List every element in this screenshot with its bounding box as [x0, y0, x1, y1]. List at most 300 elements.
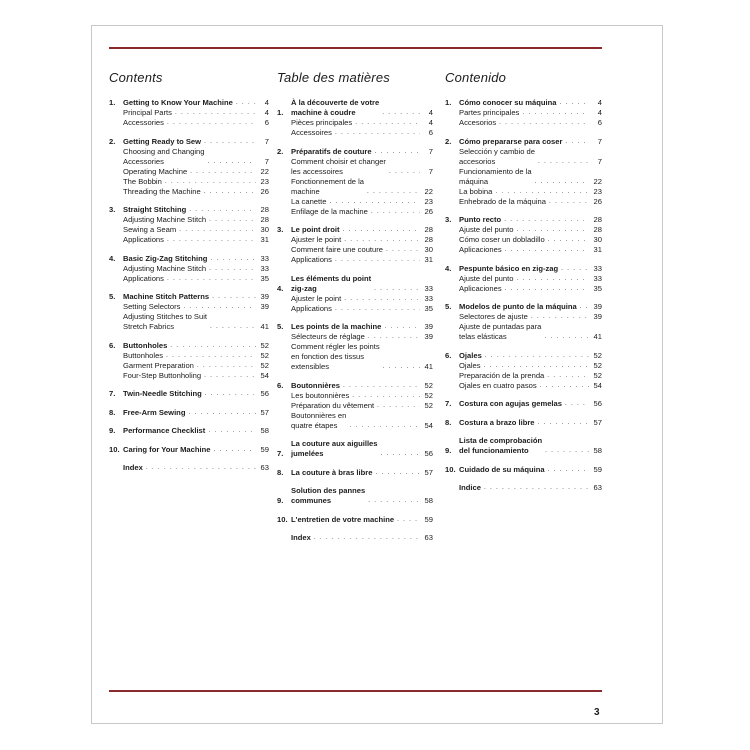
subentry-label	[277, 342, 380, 372]
section-title	[291, 515, 394, 525]
page-ref: 39	[424, 332, 433, 341]
page-ref: 63	[593, 483, 602, 492]
section-title	[291, 533, 311, 543]
dot-leader	[505, 284, 589, 294]
toc-subentry	[445, 187, 602, 197]
section-title	[123, 205, 186, 215]
toc-text-line: Solution des pannes	[291, 486, 366, 495]
toc-text-line: Cómo prepararse para coser	[459, 136, 563, 146]
toc-text-line: Operating Machine	[123, 166, 188, 176]
toc-subentry	[445, 371, 602, 381]
toc-entry	[277, 322, 433, 332]
toc-text-line: Ojales	[459, 350, 482, 360]
section-title	[291, 322, 381, 332]
dot-leader	[484, 483, 589, 493]
toc-entry	[109, 98, 269, 108]
contents-column-english	[109, 70, 269, 482]
toc-section	[277, 533, 433, 543]
page-ref: 39	[593, 302, 602, 311]
subentry-label	[109, 264, 206, 274]
dot-leader	[389, 167, 420, 177]
subentry-label	[445, 371, 544, 381]
dot-leader	[545, 446, 589, 456]
toc-text-line: Free-Arm Sewing	[123, 407, 186, 417]
toc-subentry	[445, 235, 602, 245]
page-ref: 52	[260, 340, 269, 350]
section-title	[291, 274, 371, 294]
toc-section	[277, 381, 433, 431]
section-title	[123, 463, 143, 473]
toc-section	[277, 147, 433, 217]
toc-subentry	[109, 147, 269, 167]
toc-text-line: Adjusting Machine Stitch	[123, 263, 207, 273]
toc-text-line: Modelos de punto de la máquina	[459, 302, 577, 311]
toc-text-line: Caring for Your Machine	[123, 444, 211, 454]
toc-text-line: Applications	[123, 273, 164, 283]
toc-text-line: Préparation du vêtement	[291, 400, 375, 410]
toc-text-line: Applications	[291, 303, 332, 313]
subentry-label	[109, 167, 187, 177]
page-ref: 33	[593, 273, 602, 283]
toc-text-line: Adjusting Machine Stitch	[123, 215, 207, 224]
page-ref: 4	[597, 98, 602, 107]
dot-leader	[484, 361, 589, 371]
toc-subentry	[445, 225, 602, 235]
toc-section	[277, 322, 433, 372]
page-ref: 52	[593, 370, 602, 380]
toc-entry	[109, 445, 269, 455]
toc-text-line: Ojales en cuatro pasos	[459, 380, 537, 390]
toc-text-line: Stretch Fabrics	[123, 322, 175, 331]
toc-text-line: zig-zag	[291, 283, 317, 293]
page-ref: 39	[424, 322, 433, 331]
subentry-label	[445, 284, 502, 294]
toc-text-line: La couture à bras libre	[291, 467, 373, 477]
dot-leader	[495, 187, 589, 197]
toc-subentry	[445, 167, 602, 187]
dot-leader	[377, 401, 420, 411]
toc-text-line: Fonctionnement de la	[291, 176, 365, 186]
page-ref: 52	[424, 400, 433, 410]
section-number: 2.	[277, 146, 284, 156]
subentry-label	[109, 312, 207, 332]
toc-section	[277, 225, 433, 265]
toc-text-line: Adjusting Stitches to Suit	[123, 312, 207, 321]
dot-leader	[383, 362, 420, 372]
dot-leader	[531, 312, 589, 322]
dot-leader	[549, 197, 589, 207]
section-number: 7.	[445, 399, 452, 408]
toc-subentry	[109, 225, 269, 235]
toc-text-line: machine	[291, 186, 320, 196]
toc-entry	[109, 426, 269, 436]
toc-text-line: Getting Ready to Sew	[123, 136, 202, 146]
dot-leader	[580, 302, 589, 312]
toc-section	[277, 98, 433, 138]
toc-entry	[109, 137, 269, 147]
page-ref: 59	[260, 444, 269, 454]
dot-leader	[344, 235, 420, 245]
toc-text-line: Comment régler les points	[291, 342, 380, 351]
toc-subentry	[109, 235, 269, 245]
subentry-label	[445, 274, 513, 284]
dot-leader	[167, 274, 256, 284]
toc-subentry	[445, 118, 602, 128]
page-ref: 22	[260, 166, 269, 176]
toc-text-line: Comment faire une couture	[291, 245, 384, 254]
dot-leader	[166, 351, 256, 361]
page-ref: 28	[424, 225, 433, 234]
toc-subentry	[277, 332, 433, 342]
subentry-label	[109, 187, 201, 197]
page-number: 3	[594, 707, 600, 718]
page-ref: 52	[593, 350, 602, 360]
toc-entry	[445, 302, 602, 312]
dot-leader	[374, 284, 420, 294]
page-ref: 31	[593, 245, 602, 254]
dot-leader	[352, 391, 420, 401]
subentry-label	[109, 274, 164, 284]
dot-leader	[329, 197, 420, 207]
dot-leader	[544, 332, 589, 342]
subentry-label	[445, 312, 528, 322]
subentry-label	[445, 147, 535, 167]
toc-text-line: communes	[291, 496, 332, 505]
section-title	[459, 418, 535, 428]
dot-leader	[204, 137, 256, 147]
toc-subentry	[109, 274, 269, 284]
section-title	[459, 302, 577, 312]
subentry-label	[277, 207, 368, 217]
subentry-label	[445, 322, 541, 342]
page-ref: 22	[593, 176, 602, 186]
toc-subentry	[277, 411, 433, 431]
section-title	[291, 225, 340, 235]
page-ref: 26	[593, 196, 602, 206]
toc-section	[277, 515, 433, 525]
toc-text-line: Ajuste del punto	[459, 225, 514, 234]
dot-leader	[314, 533, 420, 543]
dot-leader	[204, 371, 256, 381]
page-ref: 39	[260, 302, 269, 311]
page-ref: 23	[593, 186, 602, 196]
toc-section	[109, 463, 269, 473]
toc-section	[109, 205, 269, 245]
section-number: 8.	[445, 417, 452, 427]
page-ref: 59	[424, 514, 433, 524]
dot-leader	[375, 147, 420, 157]
page-ref: 57	[260, 407, 269, 417]
contents-column-french	[277, 70, 433, 552]
dot-leader	[190, 167, 256, 177]
toc-subentry	[445, 322, 602, 342]
page-ref: 39	[260, 292, 269, 301]
dot-leader	[167, 118, 256, 128]
dot-leader	[344, 294, 420, 304]
page-ref: 6	[597, 118, 602, 127]
subentry-label	[277, 245, 383, 255]
dot-leader	[535, 177, 589, 187]
toc-entry	[445, 264, 602, 274]
column-title: Contenido	[445, 70, 507, 85]
toc-section	[109, 389, 269, 399]
toc-subentry	[277, 207, 433, 217]
contents-column-spanish	[445, 70, 602, 502]
dot-leader	[548, 465, 589, 475]
page-ref: 33	[260, 263, 269, 273]
toc-text-line: en fonction des tissus	[291, 352, 365, 361]
toc-subentry	[109, 167, 269, 177]
section-number: 5.	[109, 292, 116, 301]
page-ref: 22	[424, 186, 433, 196]
toc-entry	[277, 439, 433, 459]
dot-leader	[209, 215, 256, 225]
dot-leader	[205, 389, 256, 399]
column-title: Contents	[109, 70, 163, 85]
bottom-rule	[109, 690, 602, 692]
toc-subentry	[445, 197, 602, 207]
toc-text-line: Straight Stitching	[123, 205, 187, 214]
subentry-label	[277, 255, 332, 265]
toc-text-line: máquina	[459, 176, 489, 186]
toc-text-line: La bobina	[459, 186, 493, 196]
toc-text-line: jumelées	[291, 449, 324, 458]
toc-text-line: Choosing and Changing	[123, 146, 205, 156]
subentry-label	[445, 225, 513, 235]
toc-text-line: les accessoires	[291, 166, 343, 176]
subentry-label	[277, 411, 346, 431]
toc-text-line: Four-Step Buttonholing	[123, 370, 202, 380]
page-ref: 54	[260, 370, 269, 380]
page-ref: 7	[264, 136, 269, 146]
dot-leader	[210, 322, 256, 332]
toc-entry	[277, 225, 433, 235]
dot-leader	[146, 463, 256, 473]
toc-section	[277, 486, 433, 506]
page-ref: 58	[424, 496, 433, 505]
toc-text-line: Costura con agujas gemelas	[459, 399, 562, 408]
page-ref: 31	[424, 255, 433, 264]
page-ref: 54	[424, 420, 433, 430]
dot-leader	[335, 255, 420, 265]
toc-subentry	[109, 312, 269, 332]
section-title	[459, 465, 545, 475]
toc-subentry	[109, 264, 269, 274]
toc-section	[445, 483, 602, 493]
subentry-label	[109, 235, 164, 245]
toc-subentry	[445, 245, 602, 255]
subentry-label	[277, 401, 374, 411]
toc-text-line: À la découverte de votre	[291, 98, 380, 107]
toc-entry	[445, 351, 602, 361]
dot-leader	[343, 381, 420, 391]
toc-text-line: Basic Zig-Zag Stitching	[123, 253, 208, 263]
section-number: 8.	[277, 467, 284, 477]
toc-text-line: Indice	[459, 483, 481, 492]
toc-entry	[109, 389, 269, 399]
section-title	[123, 389, 202, 399]
toc-text-line: Applications	[123, 235, 164, 244]
toc-text-line: Les éléments du point	[291, 273, 372, 283]
page-ref: 30	[260, 225, 269, 234]
toc-text-line: Aplicaciones	[459, 283, 502, 293]
toc-entry	[445, 418, 602, 428]
section-title	[459, 483, 481, 493]
section-number: 3.	[277, 225, 284, 234]
toc-text-line: Getting to Know Your Machine	[123, 98, 233, 107]
page-ref: 52	[260, 350, 269, 360]
section-number: 4.	[109, 253, 116, 263]
toc-text-line: Principal Parts	[123, 108, 172, 117]
page-ref: 26	[260, 186, 269, 196]
page-ref: 33	[424, 293, 433, 303]
section-number: 10.	[277, 514, 288, 524]
dot-leader	[540, 381, 589, 391]
subentry-label	[277, 235, 341, 245]
dot-leader	[197, 361, 256, 371]
page-ref: 33	[424, 283, 433, 293]
subentry-label	[109, 118, 164, 128]
section-number: 6.	[109, 340, 116, 350]
section-number: 2.	[109, 136, 116, 146]
dot-leader	[538, 157, 589, 167]
subentry-label	[445, 235, 545, 245]
dot-leader	[561, 264, 589, 274]
toc-text-line: accesorios	[459, 156, 496, 166]
subentry-label	[109, 215, 206, 225]
toc-section	[445, 351, 602, 391]
toc-section	[109, 426, 269, 436]
toc-entry	[277, 515, 433, 525]
toc-subentry	[277, 197, 433, 207]
toc-section	[445, 137, 602, 207]
toc-text-line: Accessories	[123, 118, 164, 127]
toc-entry	[445, 137, 602, 147]
toc-text-line: Boutonnières en	[291, 410, 347, 420]
toc-section	[445, 436, 602, 456]
subentry-label	[445, 245, 502, 255]
section-title	[123, 408, 185, 418]
toc-text-line: Buttonholes	[123, 340, 168, 350]
toc-section	[277, 439, 433, 459]
dot-leader	[236, 98, 256, 108]
toc-text-line: Ajuste del punto	[459, 273, 514, 283]
subentry-label	[277, 118, 352, 128]
toc-list	[277, 98, 433, 543]
section-number: 3.	[109, 205, 116, 214]
toc-subentry	[445, 381, 602, 391]
toc-text-line: Selección y cambio de	[459, 146, 535, 156]
section-number: 7.	[277, 449, 284, 458]
toc-entry	[277, 274, 433, 294]
dot-leader	[335, 128, 420, 138]
toc-text-line: Les points de la machine	[291, 322, 382, 331]
toc-text-line: Aplicaciones	[459, 245, 502, 254]
toc-section	[109, 254, 269, 284]
section-number: 7.	[109, 389, 116, 398]
dot-leader	[375, 468, 420, 478]
page-ref: 28	[424, 235, 433, 244]
page-ref: 57	[424, 467, 433, 477]
toc-text-line: Ajuster le point	[291, 293, 342, 303]
section-title	[291, 439, 378, 459]
section-number: 6.	[277, 380, 284, 390]
toc-text-line: Accessories	[123, 156, 164, 166]
section-title	[123, 137, 201, 147]
subentry-label	[277, 332, 365, 342]
toc-list	[109, 98, 269, 473]
dot-leader	[368, 332, 420, 342]
toc-text-line: Buttonholes	[123, 350, 164, 360]
page-ref: 33	[593, 263, 602, 273]
toc-subentry	[277, 157, 433, 177]
subentry-label	[109, 371, 201, 381]
section-number: 1.	[445, 98, 452, 107]
page-ref: 41	[424, 362, 433, 371]
toc-text-line: Cuidado de su máquina	[459, 464, 545, 474]
toc-text-line: quatre étapes	[291, 420, 338, 430]
toc-text-line: Préparatifs de couture	[291, 146, 372, 156]
section-title	[459, 215, 501, 225]
page-ref: 4	[264, 98, 269, 107]
dot-leader	[397, 515, 420, 525]
page-ref: 56	[593, 399, 602, 408]
subentry-label	[277, 157, 386, 177]
toc-subentry	[445, 108, 602, 118]
dot-leader	[565, 399, 589, 409]
dot-leader	[213, 445, 256, 455]
dot-leader	[189, 205, 256, 215]
toc-text-line: The Bobbin	[123, 176, 162, 186]
dot-leader	[538, 418, 589, 428]
subentry-label	[277, 391, 349, 401]
section-title	[123, 292, 209, 302]
toc-text-line: telas elásticas	[459, 332, 507, 341]
page-ref: 35	[424, 303, 433, 313]
toc-text-line: Machine Stitch Patterns	[123, 292, 210, 301]
dot-leader	[212, 292, 256, 302]
toc-text-line: Index	[123, 463, 143, 472]
page-ref: 7	[264, 156, 269, 166]
page-ref: 4	[428, 118, 433, 127]
toc-section	[109, 98, 269, 128]
page-ref: 56	[260, 389, 269, 398]
toc-text-line: Cómo coser un dobladillo	[459, 235, 545, 244]
toc-text-line: Accessoires	[291, 128, 332, 137]
dot-leader	[485, 351, 589, 361]
toc-entry	[445, 98, 602, 108]
toc-subentry	[109, 187, 269, 197]
section-number: 5.	[445, 302, 452, 311]
dot-leader	[516, 225, 589, 235]
page-ref: 56	[424, 449, 433, 458]
section-title	[291, 381, 340, 391]
page-ref: 7	[597, 156, 602, 166]
toc-subentry	[109, 118, 269, 128]
page-ref: 52	[260, 360, 269, 370]
page-ref: 28	[260, 215, 269, 224]
toc-entry	[445, 465, 602, 475]
toc-text-line: Le point droit	[291, 225, 340, 234]
dot-leader	[170, 341, 256, 351]
page-ref: 30	[593, 235, 602, 244]
toc-entry	[445, 436, 602, 456]
page-ref: 6	[264, 118, 269, 127]
toc-text-line: Accesorios	[459, 118, 497, 127]
section-title	[291, 468, 372, 478]
toc-text-line: Punto recto	[459, 215, 502, 224]
toc-entry	[109, 292, 269, 302]
